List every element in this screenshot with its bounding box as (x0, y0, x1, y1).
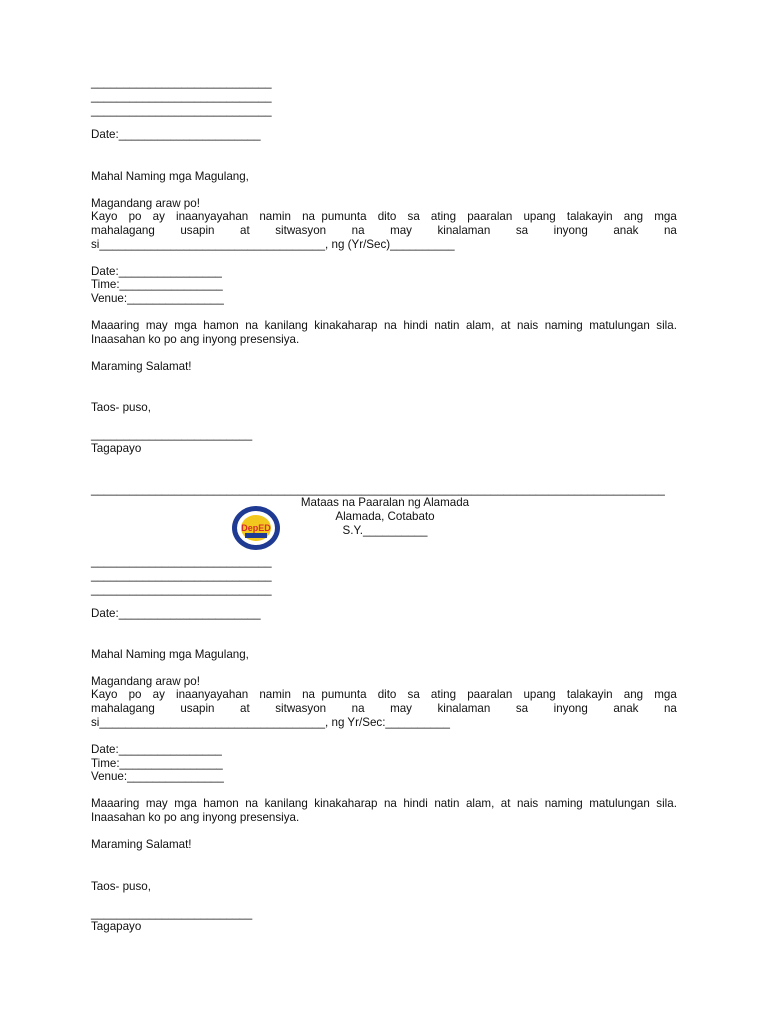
word: kinakaharap (314, 797, 378, 810)
word: na (663, 702, 677, 715)
greeting: Magandang araw po! (91, 675, 200, 688)
word: usapin (180, 702, 215, 715)
word: may (390, 224, 412, 237)
address-line-3: ____________________________ (91, 583, 272, 596)
word: inyong (553, 224, 588, 237)
word: ang (623, 688, 644, 701)
word: nais (516, 797, 539, 810)
word: kinalaman (437, 702, 491, 715)
concern-paragraph (91, 797, 677, 825)
word: na (663, 224, 677, 237)
word: inyong (553, 702, 588, 715)
invitation-paragraph (91, 688, 677, 730)
word: at (240, 224, 250, 237)
word: may (390, 702, 412, 715)
paragraph-line (91, 319, 677, 333)
student-line: si___________________________________, ng Yr/Sec:__________ (91, 716, 450, 729)
word: mga (654, 210, 677, 223)
word: hamon (203, 319, 239, 332)
meeting-time: Time:________________ (91, 278, 223, 291)
word: mga (174, 797, 197, 810)
word: paaralan (467, 688, 513, 701)
word: sitwasyon (275, 224, 327, 237)
word: hindi (403, 319, 428, 332)
word: anak (613, 224, 639, 237)
word: at (240, 702, 250, 715)
school-name: Mataas na Paaralan ng Alamada (300, 496, 470, 509)
word: upang (523, 210, 556, 223)
address-line-1: ____________________________ (91, 555, 272, 568)
word: kinakaharap (314, 319, 378, 332)
separator-line: _________________________________________________________________________________________ (91, 483, 665, 496)
word: sila. (656, 797, 677, 810)
word: natin (434, 319, 460, 332)
word: sa (407, 210, 420, 223)
signatory: Tagapayo (91, 920, 142, 933)
paragraph-line (91, 210, 677, 224)
address-line-3: ____________________________ (91, 104, 272, 117)
word: na (351, 702, 365, 715)
salutation: Mahal Naming mga Magulang, (91, 170, 249, 183)
student-line: si___________________________________, ng (Yr/Sec)__________ (91, 238, 455, 251)
seal-ribbon (245, 533, 267, 538)
paragraph-line (91, 797, 677, 811)
thanks: Maraming Salamat! (91, 838, 192, 851)
word: Maaaring (91, 319, 140, 332)
word: namin (259, 210, 291, 223)
word: matulungan (589, 319, 650, 332)
word: kanilang (264, 319, 308, 332)
word: alam, (465, 797, 495, 810)
word: sa (407, 688, 420, 701)
meeting-date: Date:________________ (91, 265, 222, 278)
word: na (245, 319, 259, 332)
word: paaralan (467, 210, 513, 223)
presence-line: Inaasahan ko po ang inyong presensiya. (91, 333, 300, 346)
word: na (351, 224, 365, 237)
word: naming (544, 797, 583, 810)
concern-paragraph (91, 319, 677, 347)
word: na pumunta (302, 210, 367, 223)
word: kanilang (264, 797, 308, 810)
word: mga (654, 688, 677, 701)
closing: Taos- puso, (91, 401, 151, 414)
presence-line: Inaasahan ko po ang inyong presensiya. (91, 811, 300, 824)
word: ay (152, 210, 165, 223)
meeting-venue: Venue:_______________ (91, 770, 224, 783)
word: dito (377, 688, 397, 701)
word: sitwasyon (275, 702, 327, 715)
letter-date: Date:______________________ (91, 607, 261, 620)
word: na (245, 797, 259, 810)
word: may (145, 797, 168, 810)
word: Kayo (91, 688, 118, 701)
word: alam, (465, 319, 495, 332)
word: matulungan (589, 797, 650, 810)
school-year: S.Y.__________ (342, 524, 428, 537)
word: natin (434, 797, 460, 810)
address-line-2: ____________________________ (91, 90, 272, 103)
word: Maaaring (91, 797, 140, 810)
school-location: Alamada, Cotabato (335, 510, 435, 523)
word: at (500, 797, 511, 810)
meeting-time: Time:________________ (91, 757, 223, 770)
word: Kayo (91, 210, 118, 223)
word: talakayin (566, 688, 613, 701)
word: at (500, 319, 511, 332)
word: anak (613, 702, 639, 715)
word: naming (544, 319, 583, 332)
paragraph-line (91, 688, 677, 702)
word: mahalagang (91, 224, 155, 237)
word: ang (623, 210, 644, 223)
word: inaanyayahan (176, 688, 249, 701)
greeting: Magandang araw po! (91, 197, 200, 210)
salutation: Mahal Naming mga Magulang, (91, 648, 249, 661)
closing: Taos- puso, (91, 880, 151, 893)
letter-date: Date:______________________ (91, 128, 261, 141)
thanks: Maraming Salamat! (91, 360, 192, 373)
seal-deped-text: DepED (241, 523, 271, 533)
signature-line: _________________________ (91, 907, 253, 920)
word: sa (515, 224, 529, 237)
word: na (383, 797, 397, 810)
word: sila. (656, 319, 677, 332)
word: nais (516, 319, 539, 332)
word: hamon (203, 797, 239, 810)
word: mga (174, 319, 197, 332)
word: upang (523, 688, 556, 701)
word: inaanyayahan (176, 210, 249, 223)
word: ating (430, 688, 457, 701)
address-line-2: ____________________________ (91, 569, 272, 582)
school-logo-seal (231, 505, 281, 551)
word: ating (430, 210, 457, 223)
word: dito (377, 210, 397, 223)
word: na pumunta (302, 688, 367, 701)
signature-line: _________________________ (91, 428, 253, 441)
word: kinalaman (437, 224, 491, 237)
invitation-paragraph (91, 210, 677, 252)
word: po (128, 210, 142, 223)
word: hindi (403, 797, 428, 810)
word: sa (515, 702, 529, 715)
word: talakayin (566, 210, 613, 223)
paragraph-line (91, 224, 677, 238)
word: ay (152, 688, 165, 701)
word: may (145, 319, 168, 332)
paragraph-line (91, 702, 677, 716)
word: namin (259, 688, 291, 701)
address-line-1: ____________________________ (91, 76, 272, 89)
word: mahalagang (91, 702, 155, 715)
signatory: Tagapayo (91, 442, 142, 455)
word: na (383, 319, 397, 332)
word: po (128, 688, 142, 701)
meeting-date: Date:________________ (91, 743, 222, 756)
meeting-venue: Venue:_______________ (91, 292, 224, 305)
word: usapin (180, 224, 215, 237)
